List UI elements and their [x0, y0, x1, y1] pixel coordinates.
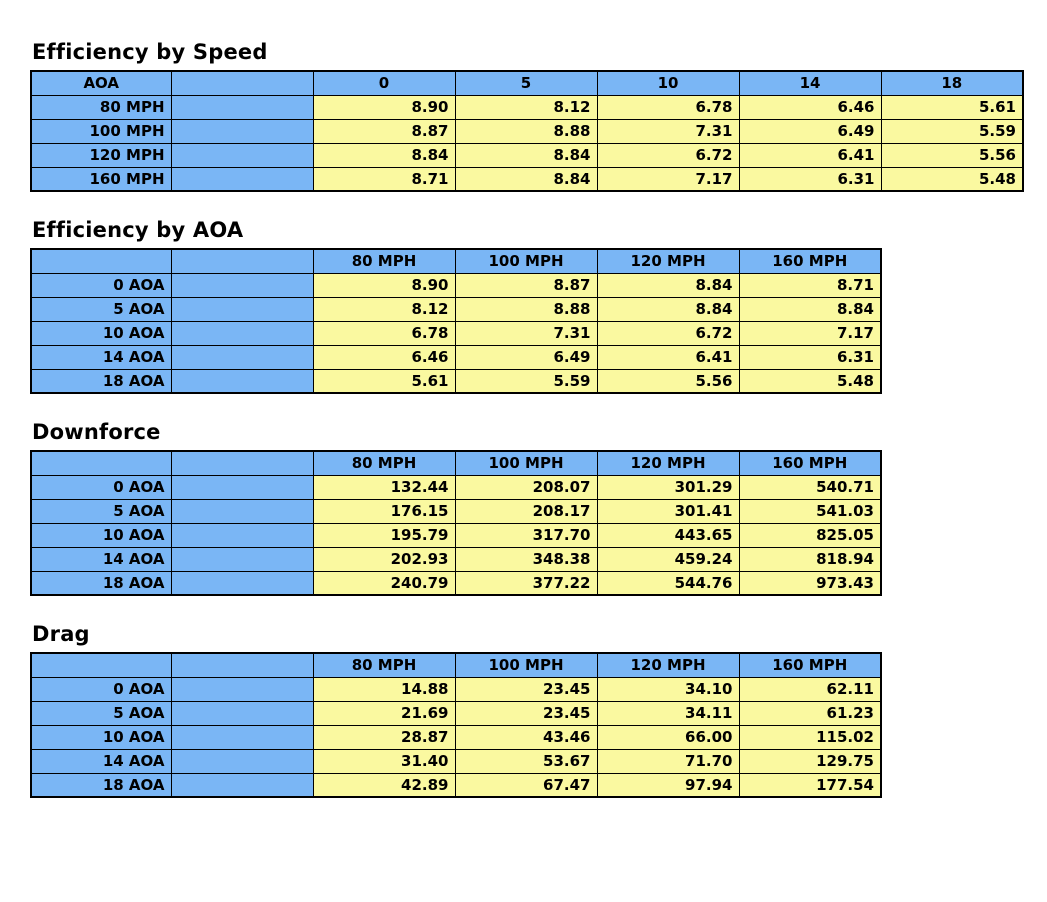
value-cell: 23.45 — [455, 701, 597, 725]
value-cell: 5.61 — [313, 369, 455, 393]
value-cell: 21.69 — [313, 701, 455, 725]
spacer-cell — [171, 297, 313, 321]
table-efficiency-by-speed — [30, 70, 1024, 192]
table-row — [31, 499, 881, 523]
spacer-cell — [171, 701, 313, 725]
row-label-cell: 160 MPH — [31, 167, 171, 191]
value-cell: 5.56 — [881, 143, 1023, 167]
corner-header-cell: AOA — [31, 71, 171, 95]
value-cell: 8.88 — [455, 119, 597, 143]
row-label-cell: 120 MPH — [31, 143, 171, 167]
spacer-header-cell — [171, 71, 313, 95]
spacer-cell — [171, 725, 313, 749]
value-cell: 6.78 — [313, 321, 455, 345]
value-cell: 7.31 — [597, 119, 739, 143]
value-cell: 115.02 — [739, 725, 881, 749]
spacer-header-cell — [171, 653, 313, 677]
section-title: Drag — [32, 622, 90, 646]
value-cell: 6.41 — [597, 345, 739, 369]
column-header-cell: 14 — [739, 71, 881, 95]
value-cell: 818.94 — [739, 547, 881, 571]
value-cell: 8.87 — [313, 119, 455, 143]
spacer-cell — [171, 677, 313, 701]
value-cell: 5.48 — [739, 369, 881, 393]
corner-header-cell — [31, 249, 171, 273]
table-row — [31, 725, 881, 749]
spacer-cell — [171, 571, 313, 595]
value-cell: 7.17 — [739, 321, 881, 345]
value-cell: 6.72 — [597, 143, 739, 167]
table-header-row — [31, 71, 1023, 95]
column-header-cell: 120 MPH — [597, 249, 739, 273]
value-cell: 8.84 — [313, 143, 455, 167]
value-cell: 8.87 — [455, 273, 597, 297]
table-header-row — [31, 451, 881, 475]
value-cell: 443.65 — [597, 523, 739, 547]
spacer-cell — [171, 369, 313, 393]
section-title: Downforce — [32, 420, 161, 444]
section-efficiency-by-aoa — [30, 218, 1047, 394]
table-row — [31, 167, 1023, 191]
value-cell: 176.15 — [313, 499, 455, 523]
column-header-cell: 80 MPH — [313, 451, 455, 475]
spacer-cell — [171, 547, 313, 571]
value-cell: 5.59 — [881, 119, 1023, 143]
value-cell: 97.94 — [597, 773, 739, 797]
value-cell: 541.03 — [739, 499, 881, 523]
value-cell: 6.46 — [313, 345, 455, 369]
section-drag — [30, 622, 1047, 798]
value-cell: 5.56 — [597, 369, 739, 393]
row-label-cell: 0 AOA — [31, 475, 171, 499]
row-label-cell: 0 AOA — [31, 273, 171, 297]
table-efficiency-by-aoa — [30, 248, 882, 394]
table-row — [31, 273, 881, 297]
value-cell: 348.38 — [455, 547, 597, 571]
row-label-cell: 18 AOA — [31, 571, 171, 595]
row-label-cell: 14 AOA — [31, 547, 171, 571]
value-cell: 8.84 — [739, 297, 881, 321]
table-row — [31, 345, 881, 369]
value-cell: 177.54 — [739, 773, 881, 797]
value-cell: 132.44 — [313, 475, 455, 499]
value-cell: 973.43 — [739, 571, 881, 595]
column-header-cell: 100 MPH — [455, 249, 597, 273]
spacer-cell — [171, 119, 313, 143]
value-cell: 34.11 — [597, 701, 739, 725]
column-header-cell: 5 — [455, 71, 597, 95]
table-row — [31, 475, 881, 499]
value-cell: 8.84 — [455, 167, 597, 191]
column-header-cell: 160 MPH — [739, 451, 881, 475]
row-label-cell: 10 AOA — [31, 725, 171, 749]
value-cell: 8.90 — [313, 273, 455, 297]
row-label-cell: 10 AOA — [31, 523, 171, 547]
column-header-cell: 160 MPH — [739, 653, 881, 677]
value-cell: 53.67 — [455, 749, 597, 773]
column-header-cell: 100 MPH — [455, 451, 597, 475]
value-cell: 34.10 — [597, 677, 739, 701]
row-label-cell: 18 AOA — [31, 773, 171, 797]
value-cell: 5.59 — [455, 369, 597, 393]
corner-header-cell — [31, 451, 171, 475]
spacer-cell — [171, 773, 313, 797]
spacer-cell — [171, 749, 313, 773]
spacer-cell — [171, 95, 313, 119]
value-cell: 8.88 — [455, 297, 597, 321]
section-downforce — [30, 420, 1047, 596]
column-header-cell: 80 MPH — [313, 249, 455, 273]
value-cell: 195.79 — [313, 523, 455, 547]
value-cell: 6.46 — [739, 95, 881, 119]
row-label-cell: 14 AOA — [31, 749, 171, 773]
table-row — [31, 773, 881, 797]
table-header-row — [31, 653, 881, 677]
row-label-cell: 0 AOA — [31, 677, 171, 701]
table-row — [31, 143, 1023, 167]
value-cell: 129.75 — [739, 749, 881, 773]
value-cell: 28.87 — [313, 725, 455, 749]
table-drag — [30, 652, 882, 798]
row-label-cell: 18 AOA — [31, 369, 171, 393]
column-header-cell: 18 — [881, 71, 1023, 95]
spacer-cell — [171, 273, 313, 297]
value-cell: 8.71 — [313, 167, 455, 191]
column-header-cell: 120 MPH — [597, 451, 739, 475]
spacer-cell — [171, 143, 313, 167]
value-cell: 301.29 — [597, 475, 739, 499]
spacer-cell — [171, 499, 313, 523]
value-cell: 5.61 — [881, 95, 1023, 119]
table-header-row — [31, 249, 881, 273]
value-cell: 6.31 — [739, 167, 881, 191]
value-cell: 8.90 — [313, 95, 455, 119]
value-cell: 6.72 — [597, 321, 739, 345]
table-downforce — [30, 450, 882, 596]
table-row — [31, 523, 881, 547]
value-cell: 7.17 — [597, 167, 739, 191]
section-efficiency-by-speed — [30, 40, 1047, 192]
table-row — [31, 95, 1023, 119]
value-cell: 6.49 — [455, 345, 597, 369]
column-header-cell: 100 MPH — [455, 653, 597, 677]
value-cell: 301.41 — [597, 499, 739, 523]
column-header-cell: 80 MPH — [313, 653, 455, 677]
row-label-cell: 5 AOA — [31, 701, 171, 725]
value-cell: 6.78 — [597, 95, 739, 119]
column-header-cell: 0 — [313, 71, 455, 95]
corner-header-cell — [31, 653, 171, 677]
table-row — [31, 119, 1023, 143]
value-cell: 825.05 — [739, 523, 881, 547]
value-cell: 8.12 — [313, 297, 455, 321]
section-title: Efficiency by AOA — [32, 218, 244, 242]
value-cell: 14.88 — [313, 677, 455, 701]
value-cell: 42.89 — [313, 773, 455, 797]
value-cell: 6.49 — [739, 119, 881, 143]
row-label-cell: 5 AOA — [31, 297, 171, 321]
column-header-cell: 10 — [597, 71, 739, 95]
value-cell: 43.46 — [455, 725, 597, 749]
value-cell: 240.79 — [313, 571, 455, 595]
value-cell: 540.71 — [739, 475, 881, 499]
spacer-cell — [171, 523, 313, 547]
value-cell: 6.31 — [739, 345, 881, 369]
row-label-cell: 14 AOA — [31, 345, 171, 369]
table-row — [31, 547, 881, 571]
value-cell: 7.31 — [455, 321, 597, 345]
section-title: Efficiency by Speed — [32, 40, 268, 64]
value-cell: 317.70 — [455, 523, 597, 547]
value-cell: 8.84 — [597, 273, 739, 297]
spacer-cell — [171, 321, 313, 345]
value-cell: 66.00 — [597, 725, 739, 749]
value-cell: 208.17 — [455, 499, 597, 523]
column-header-cell: 160 MPH — [739, 249, 881, 273]
value-cell: 544.76 — [597, 571, 739, 595]
table-row — [31, 701, 881, 725]
table-row — [31, 677, 881, 701]
value-cell: 8.71 — [739, 273, 881, 297]
spacer-cell — [171, 167, 313, 191]
table-row — [31, 571, 881, 595]
value-cell: 67.47 — [455, 773, 597, 797]
value-cell: 61.23 — [739, 701, 881, 725]
value-cell: 31.40 — [313, 749, 455, 773]
row-label-cell: 80 MPH — [31, 95, 171, 119]
value-cell: 202.93 — [313, 547, 455, 571]
row-label-cell: 10 AOA — [31, 321, 171, 345]
table-row — [31, 297, 881, 321]
table-row — [31, 321, 881, 345]
table-row — [31, 369, 881, 393]
value-cell: 459.24 — [597, 547, 739, 571]
column-header-cell: 120 MPH — [597, 653, 739, 677]
table-row — [31, 749, 881, 773]
value-cell: 377.22 — [455, 571, 597, 595]
value-cell: 208.07 — [455, 475, 597, 499]
row-label-cell: 100 MPH — [31, 119, 171, 143]
spacer-cell — [171, 475, 313, 499]
value-cell: 5.48 — [881, 167, 1023, 191]
value-cell: 8.84 — [455, 143, 597, 167]
value-cell: 71.70 — [597, 749, 739, 773]
spacer-cell — [171, 345, 313, 369]
row-label-cell: 5 AOA — [31, 499, 171, 523]
value-cell: 8.84 — [597, 297, 739, 321]
value-cell: 8.12 — [455, 95, 597, 119]
spacer-header-cell — [171, 249, 313, 273]
value-cell: 62.11 — [739, 677, 881, 701]
spacer-header-cell — [171, 451, 313, 475]
value-cell: 23.45 — [455, 677, 597, 701]
value-cell: 6.41 — [739, 143, 881, 167]
